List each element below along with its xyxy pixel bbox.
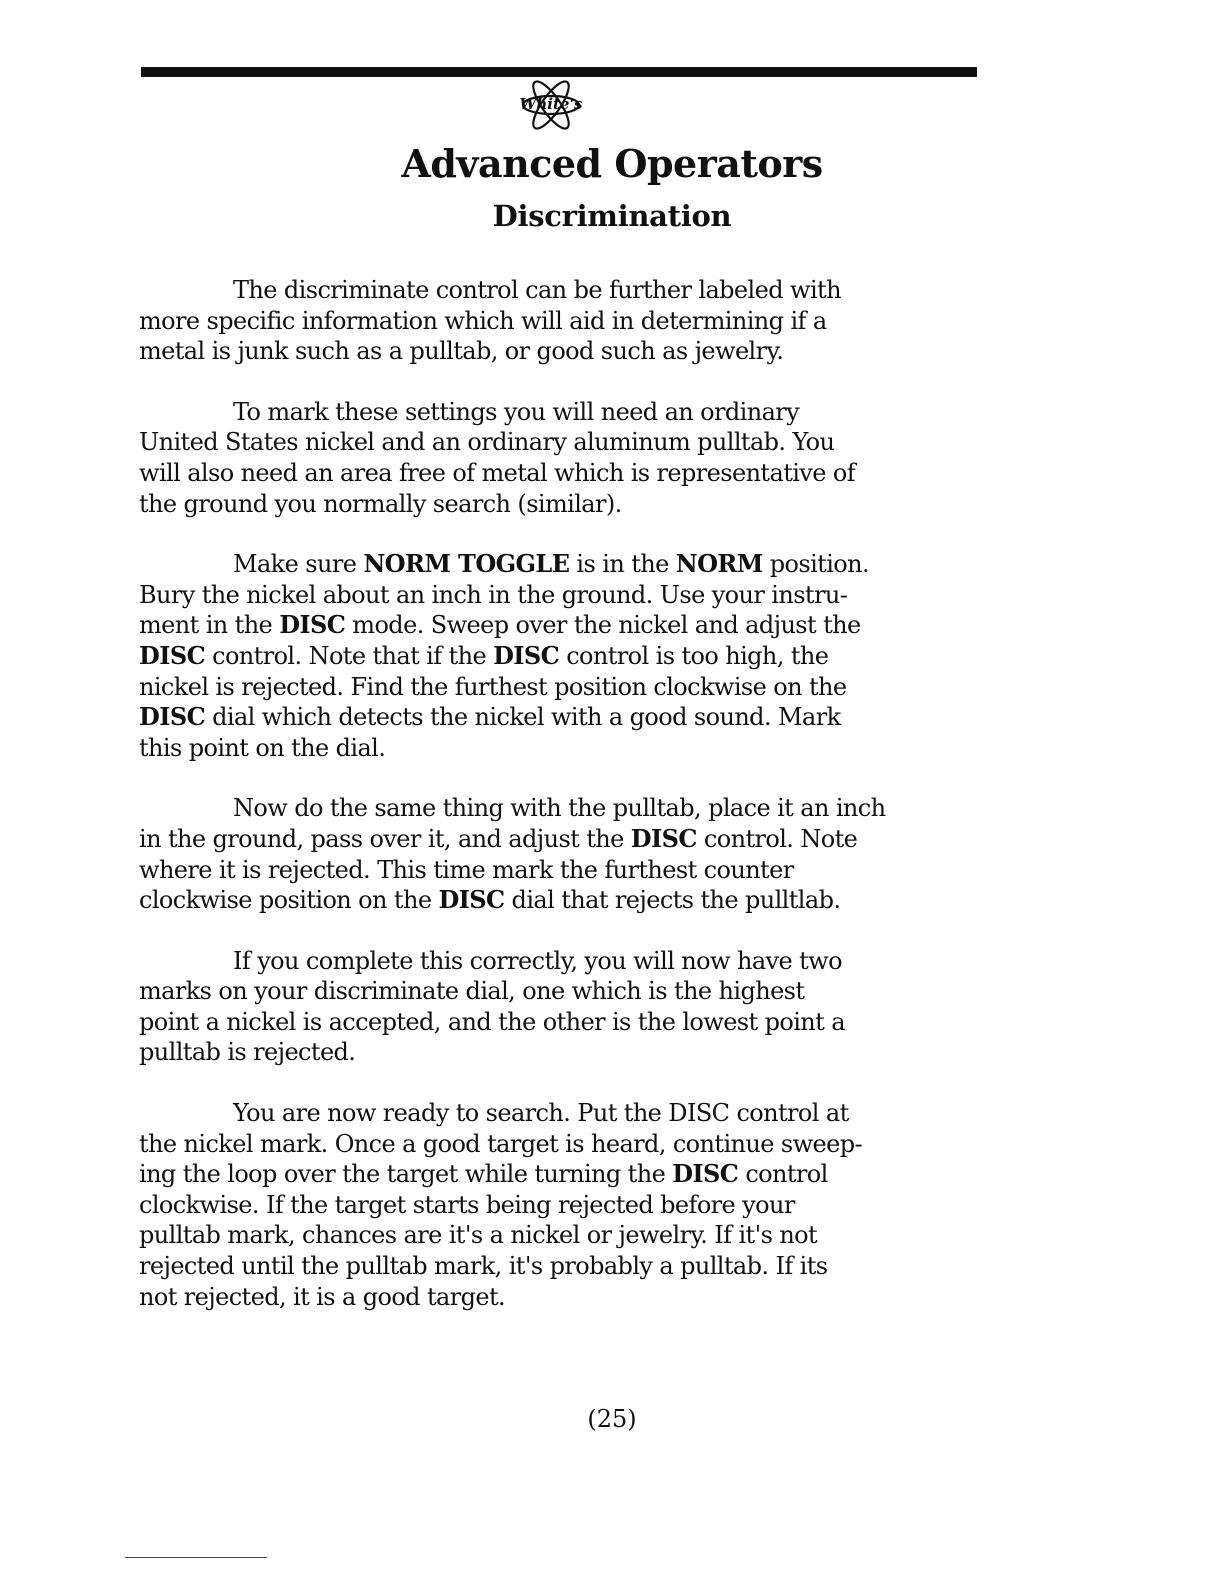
text-line [139, 458, 979, 489]
text-run: point a nickel is accepted, and the other is the lowest point a [139, 1007, 845, 1036]
text-run: Make sure [233, 550, 364, 579]
paragraph [139, 275, 979, 367]
text-line [139, 733, 979, 764]
text-run: metal is junk such as a pulltab, or good such as jewelry. [139, 337, 784, 366]
text-run: control. Note that if the [205, 641, 494, 670]
paragraph [139, 946, 979, 1068]
text-run: To mark these settings you will need an ordinary [233, 397, 800, 426]
text-run: where it is rejected. This time mark the furthest counter [139, 855, 794, 884]
text-run: control. Note [696, 824, 858, 853]
paragraph [139, 793, 979, 915]
text-run: is in the [569, 550, 676, 579]
text-run: in the ground, pass over it, and adjust the [139, 824, 631, 853]
bold-term: NORM [675, 549, 763, 579]
text-line [139, 1190, 979, 1221]
text-line [139, 336, 979, 367]
text-run: position. [762, 550, 870, 579]
logo-wordmark: White's [519, 95, 583, 113]
text-run: pulltab mark, chances are it's a nickel or jewelry. If it's not [139, 1221, 818, 1250]
text-run: control [738, 1160, 828, 1189]
text-run: will also need an area free of metal which is representative of [139, 458, 856, 487]
text-line [139, 885, 979, 916]
paragraph [139, 549, 979, 763]
text-line [139, 1159, 979, 1190]
text-run: not rejected, it is a good target. [139, 1282, 506, 1311]
text-line [139, 641, 979, 672]
text-line [139, 946, 979, 977]
text-run: Bury the nickel about an inch in the ground. Use your instru- [139, 580, 848, 609]
bold-term: DISC [139, 702, 206, 732]
body-text [139, 275, 979, 1342]
bold-term: DISC [630, 823, 697, 853]
text-run: dial which detects the nickel with a good sound. Mark [205, 703, 841, 732]
text-line [139, 580, 979, 611]
text-run: nickel is rejected. Find the furthest position clockwise on the [139, 672, 847, 701]
bold-term: DISC [672, 1159, 739, 1189]
section-subtitle: Discrimination [492, 199, 732, 233]
text-line [139, 672, 979, 703]
text-line [139, 306, 979, 337]
text-run: You are now ready to search. Put the DISC control at [233, 1099, 849, 1128]
bold-term: DISC [438, 885, 505, 915]
text-line [139, 702, 979, 733]
bold-term: DISC [279, 610, 346, 640]
text-line [139, 793, 979, 824]
text-line [139, 1037, 979, 1068]
text-line [139, 549, 979, 580]
text-line [139, 1282, 979, 1313]
page-number: (25) [587, 1405, 637, 1433]
text-run: rejected until the pulltab mark, it's probably a pulltab. If its [139, 1252, 828, 1281]
text-line [139, 1098, 979, 1129]
text-run: ing the loop over the target while turning the [139, 1160, 673, 1189]
text-run: pulltab is rejected. [139, 1038, 356, 1067]
text-run: marks on your discriminate dial, one which is the highest [139, 977, 805, 1006]
text-line [139, 855, 979, 886]
text-run: the ground you normally search (similar). [139, 489, 622, 518]
text-line [139, 610, 979, 641]
text-line [139, 489, 979, 520]
text-run: clockwise position on the [139, 886, 439, 915]
text-line [139, 397, 979, 428]
text-line [139, 1007, 979, 1038]
text-line [139, 1251, 979, 1282]
text-run: the nickel mark. Once a good target is heard, continue sweep- [139, 1129, 862, 1158]
text-run: The discriminate control can be further labeled with [233, 276, 841, 304]
text-line [139, 976, 979, 1007]
bold-term: DISC [139, 640, 206, 670]
text-run: clockwise. If the target starts being rejected before your [139, 1190, 795, 1219]
whites-logo [505, 80, 597, 130]
text-run: If you complete this correctly, you will now have two [233, 946, 842, 975]
text-run: more specific information which will aid in determining if a [139, 306, 827, 335]
text-line [139, 1220, 979, 1251]
text-line [139, 275, 979, 306]
paragraph [139, 397, 979, 519]
text-run: mode. Sweep over the nickel and adjust the [345, 611, 861, 640]
footnote-rule [125, 1557, 267, 1558]
paragraph [139, 1098, 979, 1312]
text-line [139, 1129, 979, 1160]
top-rule [141, 67, 977, 77]
text-run: control is too high, the [559, 641, 829, 670]
text-line [139, 824, 979, 855]
page-title: Advanced Operators [401, 141, 823, 186]
text-run: this point on the dial. [139, 733, 386, 762]
text-run: United States nickel and an ordinary aluminum pulltab. You [139, 428, 835, 457]
text-run: dial that rejects the pulltlab. [504, 886, 841, 915]
text-run: ment in the [139, 611, 280, 640]
bold-term: NORM TOGGLE [363, 549, 570, 579]
text-run: Now do the same thing with the pulltab, place it an inch [233, 794, 886, 823]
text-line [139, 427, 979, 458]
bold-term: DISC [493, 640, 560, 670]
